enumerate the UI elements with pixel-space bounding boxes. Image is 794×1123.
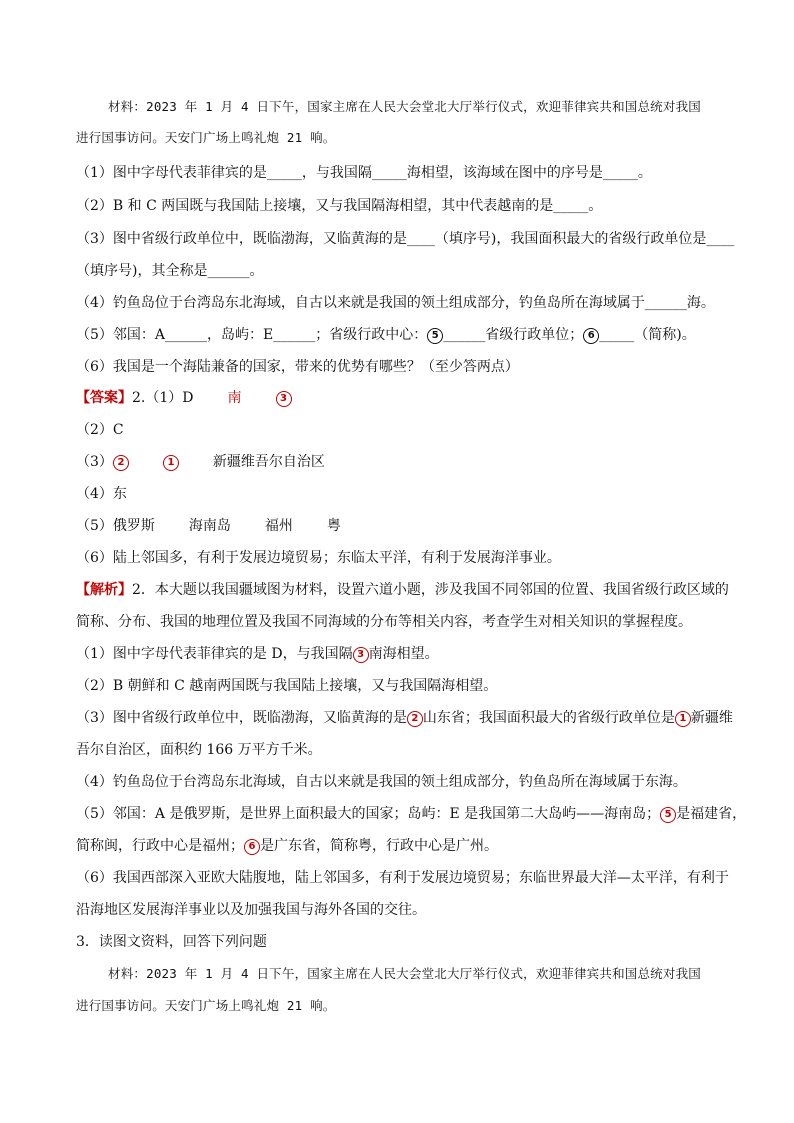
circled-number-2: 2 [407, 711, 423, 727]
circled-number-5: 5 [660, 807, 676, 823]
answer-1-sea: 南 [227, 390, 242, 406]
question-3-title: 3．读图文资料，回答下列问题 [76, 934, 267, 950]
circled-number-1: 1 [163, 455, 179, 471]
answer-5-island: 海南岛 [188, 518, 231, 534]
material-line-1: 材料：2023 年 1 月 4 日下午，国家主席在人民大会堂北大厅举行仪式，欢迎菲律宾共和国总统对我国 [108, 99, 701, 114]
answer-tag: 【答案】 [76, 390, 132, 406]
answer-5-abbr: 粤 [326, 518, 341, 534]
question-5-middle: ______省级行政单位； [443, 327, 584, 343]
analysis-3-end: 新疆维 [690, 710, 733, 726]
answer-2: （2）C [76, 422, 124, 438]
answer-5-russia: （5）俄罗斯 [76, 518, 155, 534]
analysis-6-line-2: 沿海地区发展海洋事业以及加强我国与海外各国的交往。 [76, 902, 426, 918]
answer-5-capital: 福州 [264, 518, 293, 534]
answer-1-text: 2.（1）D [132, 390, 194, 406]
question-5-end: _____（简称)。 [599, 327, 696, 343]
analysis-1-text: （1）图中字母代表菲律宾的是 D，与我国隔 [76, 646, 353, 662]
circled-number-2: 2 [113, 455, 129, 471]
analysis-4: （4）钓鱼岛位于台湾岛东北海域，自古以来就是我国的领土组成部分，钓鱼岛所在海域属于东海。 [76, 774, 687, 790]
analysis-3-text: （3）图中省级行政单位中，既临渤海，又临黄海的是 [76, 710, 407, 726]
material-line-2: 进行国事访问。天安门广场上鸣礼炮 21 响。 [76, 130, 336, 145]
material-line-2-repeat: 进行国事访问。天安门广场上鸣礼炮 21 响。 [76, 998, 336, 1013]
analysis-5-guangdong: 是广东省，简称粤，行政中心是广州。 [260, 838, 498, 854]
answer-6: （6）陆上邻国多，有利于发展边境贸易；东临太平洋，有利于发展海洋事业。 [76, 550, 561, 566]
question-5 [76, 325, 726, 345]
answer-3-num: （3） [76, 454, 113, 470]
question-4: （4）钓鱼岛位于台湾岛东北海域，自古以来就是我国的领土组成部分，钓鱼岛所在海域属于______海。 [76, 295, 715, 311]
analysis-5-text: （5）邻国：A 是俄罗斯，是世界上面积最大的国家；岛屿：E 是我国第二大岛屿——海南岛； [76, 806, 661, 822]
question-2: （2）B 和 C 两国既与我国陆上接壤，又与我国隔海相望，其中代表越南的是_____。 [76, 198, 603, 214]
circled-number-3: 3 [353, 647, 369, 663]
question-3-line-1: （3）图中省级行政单位中，既临渤海，又临黄海的是____（填序号)，我国面积最大的省级行政单位是____ [76, 231, 735, 247]
analysis-5-line-2 [76, 836, 726, 856]
answer-4: （4）东 [76, 486, 127, 502]
question-5-prefix: （5）邻国：A______，岛屿：E______；省级行政中心： [76, 327, 428, 343]
question-6: （6）我国是一个海陆兼备的国家，带来的优势有哪些？（至少答两点） [76, 359, 519, 375]
analysis-2: （2）B 朝鲜和 C 越南两国既与我国陆上接壤，又与我国隔海相望。 [76, 678, 498, 694]
question-1: （1）图中字母代表菲律宾的是_____，与我国隔_____海相望，该海域在图中的序号是_____。 [76, 165, 652, 181]
analysis-1-end: 南海相望。 [368, 646, 439, 662]
answer-3-region: 新疆维吾尔自治区 [212, 454, 325, 470]
analysis-1 [76, 644, 726, 664]
analysis-3-line-1 [76, 708, 733, 728]
analysis-6-line-1: （6）我国西部深入亚欧大陆腹地，陆上邻国多，有利于发展边境贸易；东临世界最大洋—太平洋，有利于 [76, 870, 729, 886]
question-3-line-2: （填序号)，其全称是______。 [76, 263, 264, 279]
material-line-1-repeat: 材料：2023 年 1 月 4 日下午，国家主席在人民大会堂北大厅举行仪式，欢迎菲律宾共和国总统对我国 [108, 966, 701, 981]
answer-1 [76, 388, 726, 408]
analysis-intro-1 [76, 580, 729, 600]
analysis-3-line-2: 吾尔自治区，面积约 166 万平方千米。 [76, 742, 322, 758]
analysis-intro-text: 2．本大题以我国疆域图为材料，设置六道小题，涉及我国不同邻国的位置、我国省级行政区域的 [132, 582, 729, 598]
analysis-intro-2: 简称、分布、我国的地理位置及我国不同海域的分布等相关内容，考查学生对相关知识的掌握程度。 [76, 614, 692, 630]
analysis-tag: 【解析】 [76, 582, 132, 598]
answer-3 [76, 452, 726, 472]
analysis-5-fuzhou: 简称闽，行政中心是福州； [76, 838, 244, 854]
circled-number-1: 1 [675, 711, 691, 727]
circled-number-6: 6 [244, 839, 260, 855]
analysis-3-mid: 山东省；我国面积最大的省级行政单位是 [422, 710, 675, 726]
answer-5 [76, 516, 726, 536]
analysis-5-fujian: 是福建省， [676, 806, 747, 822]
circled-number-3: 3 [276, 391, 292, 407]
circled-number-5: 5 [427, 328, 443, 344]
analysis-5-line-1 [76, 804, 747, 824]
circled-number-6: 6 [583, 328, 599, 344]
